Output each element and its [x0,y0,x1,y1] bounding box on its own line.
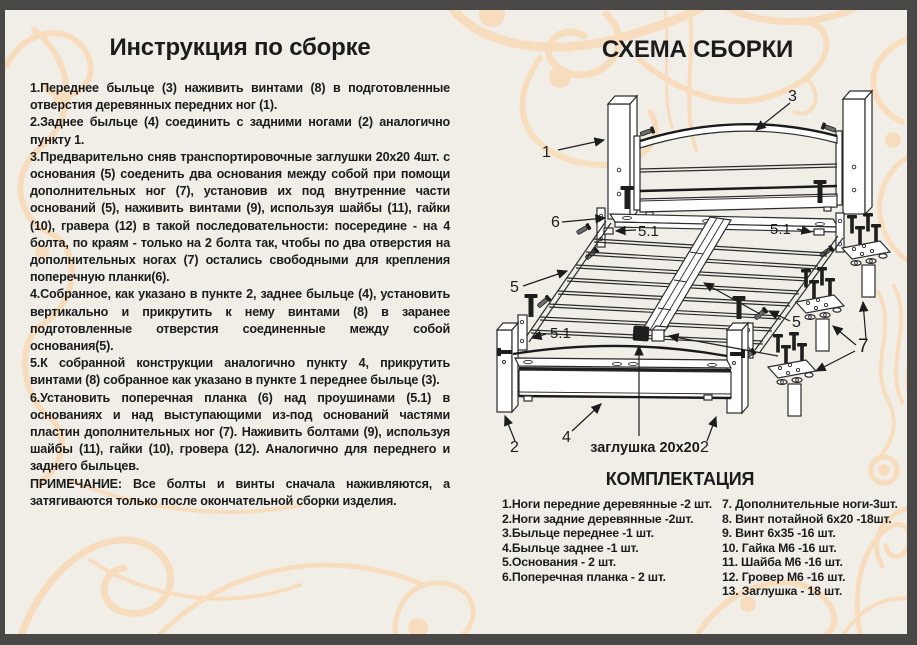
part-item-11: 11. Шайба М6 -16 шт. [722,555,843,569]
part-item-6: 6.Поперечная планка - 2 шт. [502,569,666,584]
instruction-step-2: 2.Заднее быльце (4) соединить с задними ногами (2) аналогично пункту 1. [30,115,450,147]
callout-front-leg: 1 [542,144,551,161]
callout-additional-legs: 7 [858,336,869,357]
instruction-note: ПРИМЕЧАНИЕ: Все болты и винты сначала наживляются, а затягиваются только после окончательной сборки изделия. [30,476,450,508]
part-item-3: 3.Быльце переднее -1 шт. [502,526,654,540]
instruction-step-6: 6.Установить поперечная планка (6) над проушинами (5.1) в основаниях и над выступающими из-под оснований частями пластин дополнительных ног (7). Наживить болтами (9), используя шайбы (11), гайки (10), гровера (12). Аналогично для переднего и заднего быльцев. [30,390,450,474]
callout-headboard-rear: 4 [562,429,571,446]
plug-20x20 [633,325,650,341]
part-item-7: 7. Дополнительные ноги-3шт. [722,497,898,511]
instructions-title: Инструкция по сборке [109,34,371,61]
part-item-4: 4.Быльце заднее -1 шт. [502,540,639,555]
callout-lug-bottom-left: 5.1 [550,325,571,342]
part-item-13: 13. Заглушка - 18 шт. [722,584,843,598]
callout-rear-leg-left: 2 [510,439,519,456]
callout-rear-leg-right: 2 [700,439,709,456]
instruction-step-1: 1.Переднее быльце (3) наживить винтами (8) в подготовленные отверстия деревянных передних ног (1). [30,81,450,113]
callout-lug-top-left: 5.1 [638,223,659,240]
callout-base-right: 5 [792,314,801,331]
part-item-9: 9. Винт 6х35 -16 шт. [722,526,836,540]
instruction-step-3: 3.Предварительно сняв транспортировочные заглушки 20х20 4шт. с основания (5) соеденить два основания между собой при помощи дополнительных ног (7), установив их под внутренние части оснований (5), наживить винтами (9), используя шайбы (11), гайки (10), гравера (12) в такой последовательности: посередине - на 4 болта, по краям - только на 2 болта так, чтобы по два отверстия на дополнительных ногах (7) остались свободными для крепления поперечную планки(6). [30,149,450,285]
part-item-2: 2.Ноги задние деревянные -2шт. [502,511,694,526]
instruction-step-5: 5.К собранной конструкции аналогично пункту 4, прикрутить винтами (8) собранное как указано в пункте 1 переднее быльце (3). [30,356,450,388]
callout-base-left: 5 [510,279,519,296]
part-item-8: 8. Винт потайной 6х20 -18шт. [722,511,892,526]
headboard-front-drawing [608,91,872,219]
callout-cross-plank: 6 [551,214,560,231]
parts-title: КОМПЛЕКТАЦИЯ [605,469,755,489]
instruction-step-4: 4.Собранное, как указано в пункте 2, заднее быльце (4), установить вертикально и прикрутить к нему винтами (8) в заранее подготовленные отверстия соединенные между собой основания(5). [30,287,450,354]
additional-legs-drawing [768,213,890,416]
plug-caption: заглушка 20x20 [590,440,700,456]
headboard-rear-drawing [497,323,748,413]
part-item-1: 1.Ноги передние деревянные -2 шт. [502,497,712,511]
scheme-title: СХЕМА СБОРКИ [601,36,794,63]
callout-lug-top-right: 5.1 [770,221,791,238]
part-item-10: 10. Гайка М6 -16 шт. [722,540,837,555]
part-item-12: 12. Гровер М6 -16 шт. [722,569,846,584]
callout-headboard-front: 3 [788,88,797,105]
part-item-5: 5.Основания - 2 шт. [502,555,616,569]
